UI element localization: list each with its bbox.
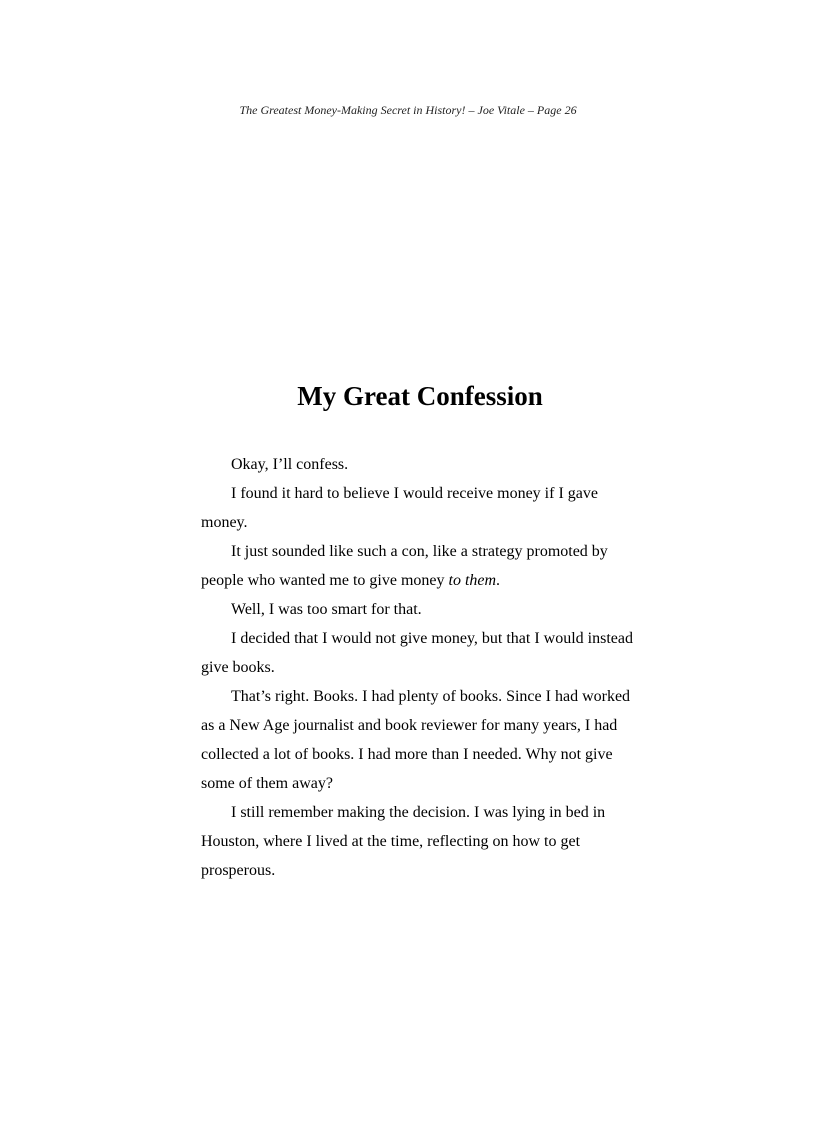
paragraph: Well, I was too smart for that. bbox=[231, 601, 422, 618]
emphasized-text: to them bbox=[448, 572, 497, 589]
paragraph: I found it hard to believe I would receive money if I gave money. bbox=[201, 485, 598, 531]
paragraph: I still remember making the decision. I was lying in bed in Houston, where I lived at the time, reflecting on how to get prosperous. bbox=[201, 804, 606, 879]
paragraph-text: It just sounded like such a con, like a strategy promoted by people who wanted me to give money bbox=[201, 543, 608, 589]
paragraph: I decided that I would not give money, but that I would instead give books. bbox=[201, 630, 633, 676]
running-header: The Greatest Money-Making Secret in History! – Joe Vitale – Page 26 bbox=[239, 103, 577, 117]
body-text bbox=[201, 450, 641, 885]
paragraph-text: . bbox=[496, 572, 501, 589]
chapter-title: My Great Confession bbox=[297, 381, 543, 411]
paragraph bbox=[201, 537, 641, 595]
paragraph: Okay, I’ll confess. bbox=[231, 456, 349, 473]
paragraph: That’s right. Books. I had plenty of books. Since I had worked as a New Age journalist and book reviewer for many years, I had collected a lot of books. I had more than I needed. Why not give some of them away? bbox=[201, 688, 631, 792]
